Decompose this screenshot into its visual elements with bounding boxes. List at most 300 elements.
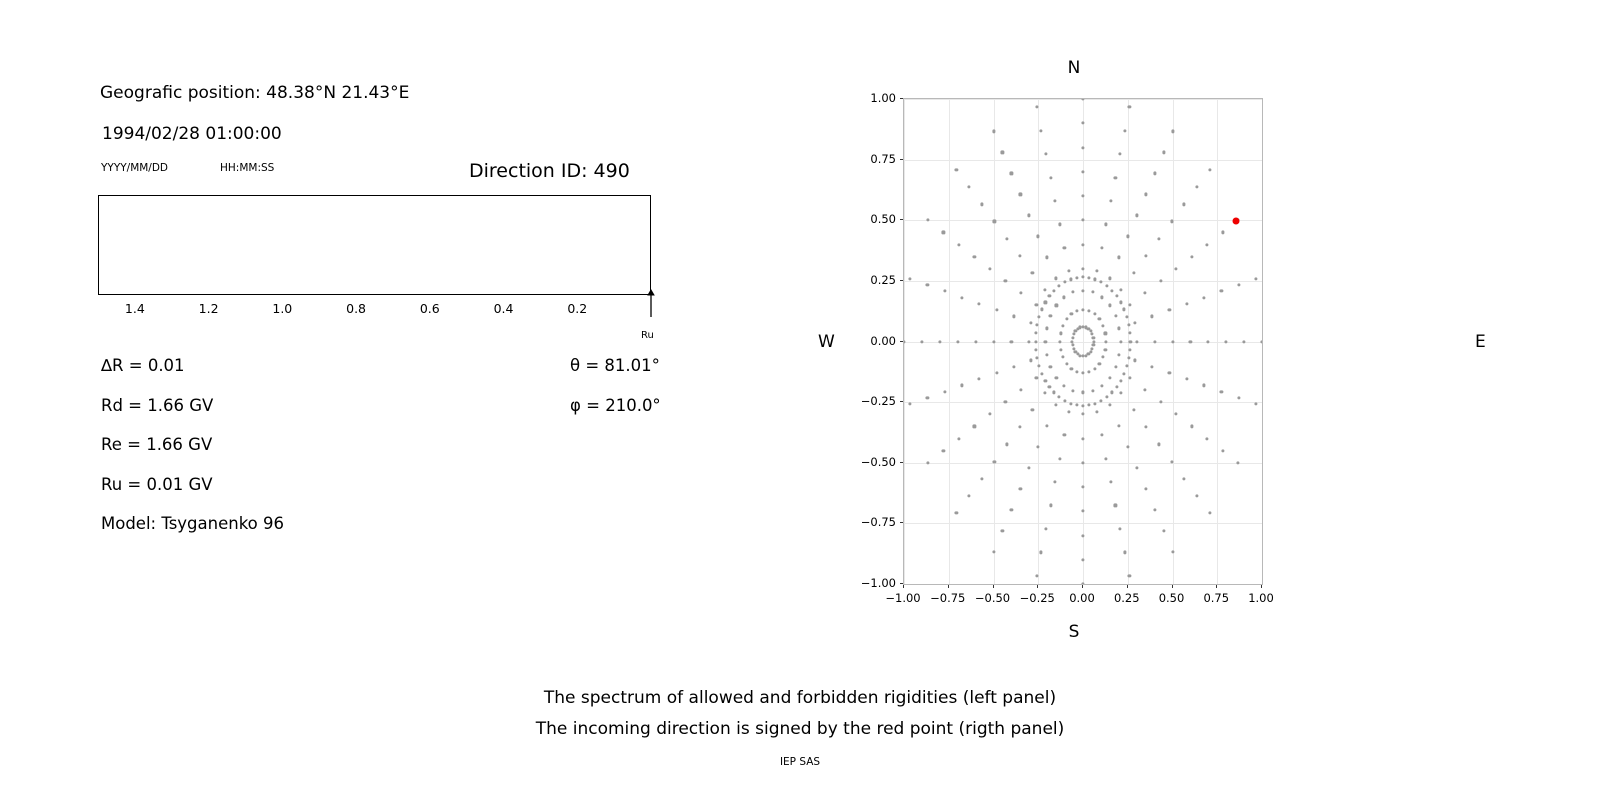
direction-point xyxy=(1123,551,1126,554)
direction-point xyxy=(1087,309,1090,312)
direction-point xyxy=(1031,408,1034,411)
direction-point xyxy=(1118,527,1121,530)
direction-point xyxy=(1063,384,1066,387)
direction-point xyxy=(1128,376,1131,379)
direction-point xyxy=(973,425,976,428)
direction-point xyxy=(1128,106,1131,109)
direction-point xyxy=(1129,340,1132,343)
direction-point xyxy=(1168,309,1171,312)
direction-point xyxy=(1144,193,1147,196)
direction-point xyxy=(1034,332,1037,335)
direction-point xyxy=(1094,402,1097,405)
direction-point xyxy=(1043,288,1046,291)
incoming-direction-point xyxy=(1233,218,1240,225)
direction-point xyxy=(1114,314,1117,317)
direction-point xyxy=(1001,151,1004,154)
direction-point xyxy=(1108,277,1111,280)
datetime-label: 1994/02/28 01:00:00 xyxy=(102,124,282,144)
direction-point xyxy=(1151,315,1154,318)
direction-point xyxy=(1095,270,1098,273)
x-tick-label: −0.25 xyxy=(1019,591,1055,605)
compass-east-label: E xyxy=(1475,332,1486,352)
direction-point xyxy=(1091,291,1094,294)
direction-point xyxy=(1037,235,1040,238)
direction-point xyxy=(1054,480,1057,483)
rd-value: Rd = 1.66 GV xyxy=(101,396,214,415)
direction-point xyxy=(1119,391,1122,394)
direction-point xyxy=(1145,254,1148,257)
direction-point xyxy=(1126,445,1129,448)
grid-line-vertical xyxy=(1262,99,1263,584)
direction-point xyxy=(967,494,970,497)
direction-point xyxy=(1018,426,1021,429)
direction-point xyxy=(1092,340,1095,343)
direction-point xyxy=(1081,413,1084,416)
direction-point xyxy=(1028,340,1031,343)
y-tick-label: 0.75 xyxy=(870,151,896,166)
rigidity-spectrum-plot xyxy=(98,195,651,295)
spectrum-x-tick: 0.8 xyxy=(346,301,367,316)
direction-point xyxy=(1049,176,1052,179)
direction-point xyxy=(1084,354,1087,357)
direction-point xyxy=(1205,437,1208,440)
direction-point xyxy=(942,231,945,234)
grid-line-horizontal xyxy=(904,523,1262,524)
direction-point xyxy=(1115,294,1118,297)
direction-point xyxy=(1081,391,1084,394)
direction-point xyxy=(1117,256,1120,259)
direction-point xyxy=(1081,170,1084,173)
direction-point xyxy=(942,449,945,452)
direction-point xyxy=(1118,353,1121,356)
y-tick-mark xyxy=(900,341,903,342)
direction-point xyxy=(1065,318,1068,321)
direction-point xyxy=(1126,235,1129,238)
direction-point xyxy=(1195,186,1198,189)
spectrum-x-tick: 0.6 xyxy=(419,301,440,316)
direction-point xyxy=(1049,314,1052,317)
direction-point xyxy=(957,243,960,246)
direction-point xyxy=(1058,340,1061,343)
direction-point xyxy=(995,371,998,374)
x-tick-mark xyxy=(1037,585,1038,588)
direction-point xyxy=(1117,424,1120,427)
direction-point xyxy=(1162,151,1165,154)
direction-point xyxy=(1030,359,1033,362)
direction-point xyxy=(1102,324,1105,327)
direction-point xyxy=(1236,461,1239,464)
direction-point xyxy=(1058,457,1061,460)
direction-point xyxy=(1128,574,1131,577)
direction-point xyxy=(956,340,959,343)
direction-point xyxy=(1049,504,1052,507)
direction-point xyxy=(1260,340,1263,343)
direction-point xyxy=(1220,290,1223,293)
y-tick-label: 0.00 xyxy=(870,333,896,348)
direction-point xyxy=(1100,281,1103,284)
direction-point xyxy=(1001,529,1004,532)
direction-point xyxy=(1119,340,1122,343)
direction-point xyxy=(1202,384,1205,387)
ru-arrow-icon xyxy=(645,289,657,317)
spectrum-x-tick: 0.4 xyxy=(493,301,514,316)
direction-point xyxy=(1122,308,1125,311)
direction-point xyxy=(1055,376,1058,379)
time-format-hint: HH:MM:SS xyxy=(220,162,275,174)
direction-point xyxy=(988,267,991,270)
direction-point xyxy=(1208,511,1211,514)
direction-point xyxy=(909,277,912,280)
y-tick-mark xyxy=(900,583,903,584)
direction-point xyxy=(1044,340,1047,343)
x-tick-label: −1.00 xyxy=(885,591,921,605)
direction-id-label: Direction ID: 490 xyxy=(469,160,630,182)
re-value: Re = 1.66 GV xyxy=(101,435,213,454)
delta-r-value: ∆R = 0.01 xyxy=(101,356,185,375)
direction-point xyxy=(1075,276,1078,279)
direction-point xyxy=(1070,313,1073,316)
direction-point xyxy=(1028,466,1031,469)
direction-point xyxy=(1075,404,1078,407)
direction-point xyxy=(1207,340,1210,343)
direction-point xyxy=(909,403,912,406)
direction-point xyxy=(1092,336,1095,339)
caption-line-1: The spectrum of allowed and forbidden rigidities (left panel) xyxy=(543,688,1057,708)
y-tick-mark xyxy=(900,401,903,402)
y-tick-label: 1.00 xyxy=(870,91,896,105)
direction-point xyxy=(1053,289,1056,292)
spectrum-x-tick: 1.4 xyxy=(124,301,145,316)
direction-point xyxy=(1048,294,1051,297)
y-tick-mark xyxy=(900,219,903,220)
direction-point xyxy=(1081,534,1084,537)
direction-point xyxy=(1157,237,1160,240)
direction-point xyxy=(1119,288,1122,291)
direction-point xyxy=(1065,362,1068,365)
y-tick-mark xyxy=(900,462,903,463)
direction-point xyxy=(1071,336,1074,339)
direction-point xyxy=(1189,340,1192,343)
direction-point xyxy=(1068,270,1071,273)
direction-point xyxy=(1081,98,1084,101)
direction-point xyxy=(1088,404,1091,407)
x-tick-mark xyxy=(1261,585,1262,588)
direction-point xyxy=(1063,434,1066,437)
direction-point xyxy=(1183,203,1186,206)
direction-point xyxy=(1012,365,1015,368)
direction-point xyxy=(1105,340,1108,343)
direction-point xyxy=(1119,301,1122,304)
direction-point xyxy=(1069,402,1072,405)
direction-point xyxy=(1043,391,1046,394)
direction-point xyxy=(1162,529,1165,532)
direction-point xyxy=(1040,308,1043,311)
direction-point xyxy=(1030,321,1033,324)
direction-point xyxy=(1045,327,1048,330)
direction-point xyxy=(1040,129,1043,132)
direction-point xyxy=(1072,333,1075,336)
direction-point xyxy=(1174,413,1177,416)
y-tick-label: 0.25 xyxy=(870,272,896,287)
direction-point xyxy=(1153,508,1156,511)
direction-point xyxy=(1151,365,1154,368)
direction-point xyxy=(1063,246,1066,249)
direction-scatter-plot xyxy=(903,98,1263,585)
direction-point xyxy=(1087,353,1090,356)
direction-point xyxy=(1055,403,1058,406)
y-tick-label: −0.75 xyxy=(860,515,896,530)
direction-point xyxy=(1135,340,1138,343)
x-tick-mark xyxy=(1172,585,1173,588)
direction-point xyxy=(960,296,963,299)
direction-point xyxy=(1005,237,1008,240)
direction-point xyxy=(1038,315,1041,318)
direction-point xyxy=(1190,255,1193,258)
direction-point xyxy=(1081,437,1084,440)
direction-point xyxy=(1185,378,1188,381)
direction-point xyxy=(1075,309,1078,312)
direction-point xyxy=(1105,457,1108,460)
direction-point xyxy=(1081,308,1084,311)
direction-point xyxy=(1049,365,1052,368)
theta-value: θ = 81.01° xyxy=(570,356,660,375)
direction-point xyxy=(1010,172,1013,175)
direction-point xyxy=(1153,340,1156,343)
direction-point xyxy=(1208,168,1211,171)
direction-point xyxy=(955,511,958,514)
direction-point xyxy=(1063,296,1066,299)
direction-point xyxy=(957,437,960,440)
direction-point xyxy=(943,390,946,393)
direction-point xyxy=(1144,487,1147,490)
direction-point xyxy=(943,290,946,293)
direction-point xyxy=(1079,326,1082,329)
direction-point xyxy=(1046,424,1049,427)
x-tick-label: 0.50 xyxy=(1158,591,1185,605)
direction-point xyxy=(1068,410,1071,413)
direction-point xyxy=(1018,254,1021,257)
direction-point xyxy=(1109,480,1112,483)
direction-point xyxy=(1081,122,1084,125)
direction-point xyxy=(1046,256,1049,259)
direction-point xyxy=(1171,130,1174,133)
direction-point xyxy=(1237,396,1240,399)
direction-point xyxy=(1159,401,1162,404)
spectrum-x-tick: 1.0 xyxy=(272,301,293,316)
x-tick-mark xyxy=(993,585,994,588)
direction-point xyxy=(1171,340,1174,343)
direction-point xyxy=(1108,403,1111,406)
direction-point xyxy=(1159,279,1162,282)
direction-point xyxy=(1254,277,1257,280)
direction-point xyxy=(1190,425,1193,428)
direction-point xyxy=(1225,340,1228,343)
direction-point xyxy=(1070,367,1073,370)
direction-point xyxy=(1093,367,1096,370)
direction-point xyxy=(967,186,970,189)
direction-point xyxy=(1108,304,1111,307)
x-tick-label: 0.75 xyxy=(1203,591,1230,605)
direction-point xyxy=(1081,354,1084,357)
direction-point xyxy=(1081,485,1084,488)
direction-point xyxy=(1081,558,1084,561)
direction-point xyxy=(1081,194,1084,197)
direction-point xyxy=(1081,243,1084,246)
direction-point xyxy=(1171,550,1174,553)
direction-point xyxy=(1168,371,1171,374)
direction-point xyxy=(1174,267,1177,270)
direction-point xyxy=(1019,388,1022,391)
y-tick-mark xyxy=(900,522,903,523)
direction-point xyxy=(1145,426,1148,429)
direction-point xyxy=(1028,214,1031,217)
grid-line-horizontal xyxy=(904,402,1262,403)
direction-point xyxy=(978,302,981,305)
direction-point xyxy=(1114,504,1117,507)
direction-point xyxy=(1093,313,1096,316)
direction-point xyxy=(1081,461,1084,464)
spectrum-x-tick: 0.2 xyxy=(567,301,588,316)
direction-point xyxy=(1108,376,1111,379)
direction-point xyxy=(1202,296,1205,299)
direction-point xyxy=(1081,510,1084,513)
direction-point xyxy=(1072,389,1075,392)
direction-point xyxy=(1114,176,1117,179)
direction-point xyxy=(992,550,995,553)
direction-point xyxy=(1135,466,1138,469)
direction-point xyxy=(1081,371,1084,374)
direction-point xyxy=(992,130,995,133)
direction-point xyxy=(1071,340,1074,343)
direction-point xyxy=(1005,443,1008,446)
y-tick-mark xyxy=(900,98,903,99)
direction-point xyxy=(1254,403,1257,406)
direction-point xyxy=(926,219,929,222)
direction-point xyxy=(1128,304,1131,307)
direction-point xyxy=(1031,271,1034,274)
direction-point xyxy=(988,413,991,416)
compass-west-label: W xyxy=(818,332,835,352)
direction-point xyxy=(1105,284,1108,287)
direction-point xyxy=(1123,129,1126,132)
direction-point xyxy=(1221,231,1224,234)
direction-point xyxy=(980,477,983,480)
direction-point xyxy=(1058,396,1061,399)
direction-point xyxy=(1100,246,1103,249)
direction-point xyxy=(1053,391,1056,394)
direction-point xyxy=(1118,327,1121,330)
direction-point xyxy=(1012,315,1015,318)
direction-point xyxy=(980,203,983,206)
y-tick-label: −0.25 xyxy=(860,394,896,409)
direction-point xyxy=(1091,389,1094,392)
direction-point xyxy=(1034,340,1037,343)
direction-point xyxy=(1045,353,1048,356)
direction-point xyxy=(1095,410,1098,413)
direction-point xyxy=(1114,365,1117,368)
direction-point xyxy=(1044,527,1047,530)
grid-line-horizontal xyxy=(904,281,1262,282)
direction-point xyxy=(926,283,929,286)
direction-point xyxy=(1100,296,1103,299)
direction-point xyxy=(903,340,906,343)
compass-north-label: N xyxy=(1067,58,1081,78)
caption-line-2: The incoming direction is signed by the red point (rigth panel) xyxy=(535,719,1065,739)
direction-point xyxy=(1061,356,1064,359)
direction-point xyxy=(1081,267,1084,270)
x-tick-label: −0.50 xyxy=(974,591,1011,605)
direction-point xyxy=(1040,551,1043,554)
direction-point xyxy=(960,384,963,387)
direction-point xyxy=(1048,385,1051,388)
direction-point xyxy=(1243,340,1246,343)
direction-point xyxy=(1058,284,1061,287)
direction-point xyxy=(1110,289,1113,292)
direction-point xyxy=(1143,388,1146,391)
direction-point xyxy=(1037,445,1040,448)
direction-point xyxy=(1055,304,1058,307)
direction-point xyxy=(1038,364,1041,367)
x-tick-mark xyxy=(1216,585,1217,588)
direction-point xyxy=(1004,279,1007,282)
direction-point xyxy=(1237,283,1240,286)
x-tick-label: 0.00 xyxy=(1069,591,1095,605)
direction-point xyxy=(1128,348,1131,351)
direction-point xyxy=(1183,477,1186,480)
direction-point xyxy=(1061,324,1064,327)
direction-point xyxy=(1132,271,1135,274)
grid-line-horizontal xyxy=(904,160,1262,161)
direction-point xyxy=(1110,391,1113,394)
direction-point xyxy=(1019,291,1022,294)
y-tick-label: −0.50 xyxy=(860,454,896,469)
direction-point xyxy=(1044,379,1047,382)
direction-point xyxy=(1087,370,1090,373)
x-tick-label: 0.25 xyxy=(1113,591,1140,605)
direction-point xyxy=(1072,291,1075,294)
direction-point xyxy=(1132,408,1135,411)
direction-point xyxy=(1010,508,1013,511)
direction-point xyxy=(1105,396,1108,399)
spectrum-x-tick: 1.2 xyxy=(198,301,219,316)
direction-point xyxy=(1081,404,1084,407)
direction-point xyxy=(1004,401,1007,404)
direction-point xyxy=(993,220,996,223)
direction-point xyxy=(955,168,958,171)
direction-point xyxy=(1081,146,1084,149)
direction-point xyxy=(1127,323,1130,326)
left-panel xyxy=(0,0,800,660)
grid-line-horizontal xyxy=(904,584,1262,585)
ru-axis-label: Ru xyxy=(641,330,654,341)
direction-point xyxy=(1081,276,1084,279)
direction-point xyxy=(1019,487,1022,490)
direction-point xyxy=(995,309,998,312)
direction-point xyxy=(973,255,976,258)
direction-point xyxy=(1119,379,1122,382)
direction-point xyxy=(978,378,981,381)
direction-point xyxy=(1098,318,1101,321)
direction-point xyxy=(1081,289,1084,292)
direction-point xyxy=(1100,434,1103,437)
direction-point xyxy=(1109,199,1112,202)
direction-point xyxy=(1105,223,1108,226)
compass-south-label: S xyxy=(1068,622,1080,642)
y-tick-label: 0.50 xyxy=(870,212,896,227)
direction-point xyxy=(1100,384,1103,387)
x-tick-label: 1.00 xyxy=(1248,591,1274,605)
direction-point xyxy=(926,461,929,464)
